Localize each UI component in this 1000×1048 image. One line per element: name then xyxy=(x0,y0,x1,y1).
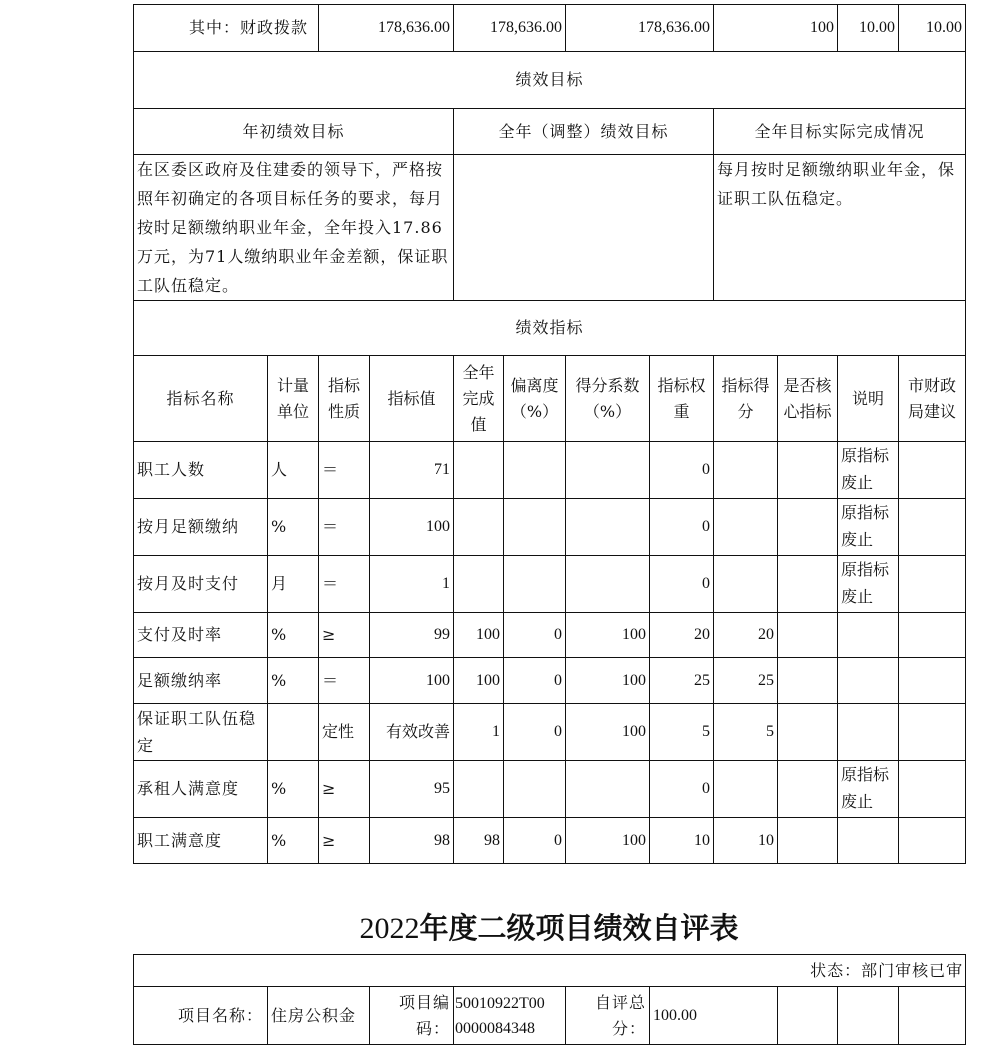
row-value: 71 xyxy=(370,442,454,499)
score-value: 100.00 xyxy=(650,987,778,1045)
project-code-label: 项目编码： xyxy=(370,987,454,1045)
funding-row xyxy=(134,5,966,52)
header-unit: 计量单位 xyxy=(268,356,319,442)
header-score: 指标得分 xyxy=(714,356,778,442)
row-nature: ＝ xyxy=(319,499,370,556)
header-core: 是否核心指标 xyxy=(778,356,838,442)
row-nature: ≥ xyxy=(319,818,370,864)
row-core xyxy=(778,818,838,864)
row-weight: 0 xyxy=(650,556,714,613)
row-note xyxy=(838,658,899,704)
row-weight: 0 xyxy=(650,499,714,556)
row-note: 原指标废止 xyxy=(838,442,899,499)
row-score xyxy=(714,499,778,556)
row-value: 95 xyxy=(370,761,454,818)
row-deviation: 0 xyxy=(504,704,566,761)
row-nature: ＝ xyxy=(319,442,370,499)
row-core xyxy=(778,499,838,556)
row-score xyxy=(714,442,778,499)
form-title xyxy=(133,906,965,947)
row-advice xyxy=(899,499,966,556)
row-deviation xyxy=(504,442,566,499)
row-score: 5 xyxy=(714,704,778,761)
row-name: 按月及时支付 xyxy=(134,556,268,613)
goals-section-title: 绩效目标 xyxy=(134,52,966,109)
funding-value-2: 178,636.00 xyxy=(454,5,566,52)
row-value: 100 xyxy=(370,658,454,704)
row-unit: % xyxy=(268,499,319,556)
row-value: 99 xyxy=(370,613,454,658)
row-done: 98 xyxy=(454,818,504,864)
row-deviation: 0 xyxy=(504,613,566,658)
indicators-section-title: 绩效指标 xyxy=(134,301,966,356)
row-weight: 25 xyxy=(650,658,714,704)
funding-value-1: 178,636.00 xyxy=(319,5,454,52)
row-advice xyxy=(899,761,966,818)
row-value: 有效改善 xyxy=(370,704,454,761)
row-coefficient xyxy=(566,556,650,613)
row-name: 职工人数 xyxy=(134,442,268,499)
row-nature: ＝ xyxy=(319,556,370,613)
row-core xyxy=(778,761,838,818)
table-row xyxy=(134,499,966,556)
row-score: 20 xyxy=(714,613,778,658)
score-label: 自评总分： xyxy=(566,987,650,1045)
row-coefficient xyxy=(566,442,650,499)
project-code-line-2: 0000084348 xyxy=(455,1019,535,1037)
row-done: 100 xyxy=(454,613,504,658)
row-note: 原指标废止 xyxy=(838,556,899,613)
project-code-value xyxy=(454,987,566,1045)
row-name: 支付及时率 xyxy=(134,613,268,658)
row-coefficient: 100 xyxy=(566,818,650,864)
row-name: 足额缴纳率 xyxy=(134,658,268,704)
row-score xyxy=(714,761,778,818)
row-nature: ＝ xyxy=(319,658,370,704)
row-unit xyxy=(268,704,319,761)
row-deviation xyxy=(504,556,566,613)
header-note: 说明 xyxy=(838,356,899,442)
header-done: 全年完成值 xyxy=(454,356,504,442)
row-unit: % xyxy=(268,613,319,658)
row-weight: 5 xyxy=(650,704,714,761)
row-note: 原指标废止 xyxy=(838,499,899,556)
indicators-section-row xyxy=(134,301,966,356)
table-row xyxy=(134,658,966,704)
form-title-year: 2022 xyxy=(359,912,420,945)
row-deviation xyxy=(504,499,566,556)
funding-value-5: 10.00 xyxy=(838,5,899,52)
header-coefficient: 得分系数（%） xyxy=(566,356,650,442)
row-coefficient xyxy=(566,499,650,556)
row-nature: ≥ xyxy=(319,761,370,818)
goals-actual-text: 每月按时足额缴纳职业年金，保证职工队伍稳定。 xyxy=(714,155,966,301)
project-name-value: 住房公积金 xyxy=(268,987,370,1045)
row-value: 100 xyxy=(370,499,454,556)
form-title-text: 年度二级项目绩效自评表 xyxy=(419,911,739,945)
row-weight: 10 xyxy=(650,818,714,864)
row-nature: ≥ xyxy=(319,613,370,658)
row-weight: 0 xyxy=(650,442,714,499)
goals-header-actual: 全年目标实际完成情况 xyxy=(714,109,966,155)
goals-adjusted-text xyxy=(454,155,714,301)
row-weight: 0 xyxy=(650,761,714,818)
row-advice xyxy=(899,818,966,864)
row-unit: % xyxy=(268,818,319,864)
empty-cell xyxy=(838,987,899,1045)
row-deviation xyxy=(504,761,566,818)
header-indicator-name: 指标名称 xyxy=(134,356,268,442)
goals-header-initial: 年初绩效目标 xyxy=(134,109,454,155)
funding-value-6: 10.00 xyxy=(899,5,966,52)
row-note xyxy=(838,704,899,761)
row-core xyxy=(778,658,838,704)
status-row xyxy=(134,955,966,987)
performance-table xyxy=(133,4,966,864)
row-advice xyxy=(899,442,966,499)
table-row xyxy=(134,556,966,613)
row-done xyxy=(454,556,504,613)
project-name-label: 项目名称： xyxy=(134,987,268,1045)
row-value: 98 xyxy=(370,818,454,864)
row-unit: % xyxy=(268,658,319,704)
table-row xyxy=(134,761,966,818)
row-score: 25 xyxy=(714,658,778,704)
row-unit: 人 xyxy=(268,442,319,499)
header-nature: 指标性质 xyxy=(319,356,370,442)
row-deviation: 0 xyxy=(504,658,566,704)
row-done xyxy=(454,499,504,556)
row-coefficient: 100 xyxy=(566,613,650,658)
goals-section-row xyxy=(134,52,966,109)
row-core xyxy=(778,704,838,761)
row-name: 承租人满意度 xyxy=(134,761,268,818)
row-core xyxy=(778,556,838,613)
row-advice xyxy=(899,613,966,658)
row-advice xyxy=(899,556,966,613)
status-text: 状态：部门审核已审 xyxy=(134,955,966,987)
table-row xyxy=(134,442,966,499)
header-value: 指标值 xyxy=(370,356,454,442)
row-done xyxy=(454,761,504,818)
goals-content-row xyxy=(134,155,966,301)
header-advice: 市财政局建议 xyxy=(899,356,966,442)
header-deviation: 偏离度（%） xyxy=(504,356,566,442)
project-row xyxy=(134,987,966,1045)
goals-header-row xyxy=(134,109,966,155)
row-deviation: 0 xyxy=(504,818,566,864)
row-value: 1 xyxy=(370,556,454,613)
row-core xyxy=(778,613,838,658)
table-row xyxy=(134,613,966,658)
row-name: 职工满意度 xyxy=(134,818,268,864)
funding-value-4: 100 xyxy=(714,5,838,52)
goals-header-adjusted: 全年（调整）绩效目标 xyxy=(454,109,714,155)
row-score xyxy=(714,556,778,613)
row-name: 保证职工队伍稳定 xyxy=(134,704,268,761)
row-note: 原指标废止 xyxy=(838,761,899,818)
row-coefficient xyxy=(566,761,650,818)
table-row xyxy=(134,704,966,761)
row-done xyxy=(454,442,504,499)
indicators-header-row xyxy=(134,356,966,442)
row-score: 10 xyxy=(714,818,778,864)
row-name: 按月足额缴纳 xyxy=(134,499,268,556)
row-done: 100 xyxy=(454,658,504,704)
empty-cell xyxy=(899,987,966,1045)
row-nature: 定性 xyxy=(319,704,370,761)
goals-initial-text: 在区委区政府及住建委的领导下，严格按照年初确定的各项目标任务的要求，每月按时足额缴纳职业年金，全年投入17.86万元，为71人缴纳职业年金差额，保证职工队伍稳定。 xyxy=(134,155,454,301)
row-advice xyxy=(899,704,966,761)
table-row xyxy=(134,818,966,864)
row-core xyxy=(778,442,838,499)
project-info-table xyxy=(133,954,966,1045)
row-coefficient: 100 xyxy=(566,704,650,761)
funding-value-3: 178,636.00 xyxy=(566,5,714,52)
row-done: 1 xyxy=(454,704,504,761)
funding-label: 其中：财政拨款 xyxy=(134,5,319,52)
empty-cell xyxy=(778,987,838,1045)
row-unit: 月 xyxy=(268,556,319,613)
row-advice xyxy=(899,658,966,704)
row-note xyxy=(838,818,899,864)
project-code-line-1: 50010922T00 xyxy=(455,994,545,1012)
header-weight: 指标权重 xyxy=(650,356,714,442)
row-weight: 20 xyxy=(650,613,714,658)
row-coefficient: 100 xyxy=(566,658,650,704)
row-note xyxy=(838,613,899,658)
row-unit: % xyxy=(268,761,319,818)
